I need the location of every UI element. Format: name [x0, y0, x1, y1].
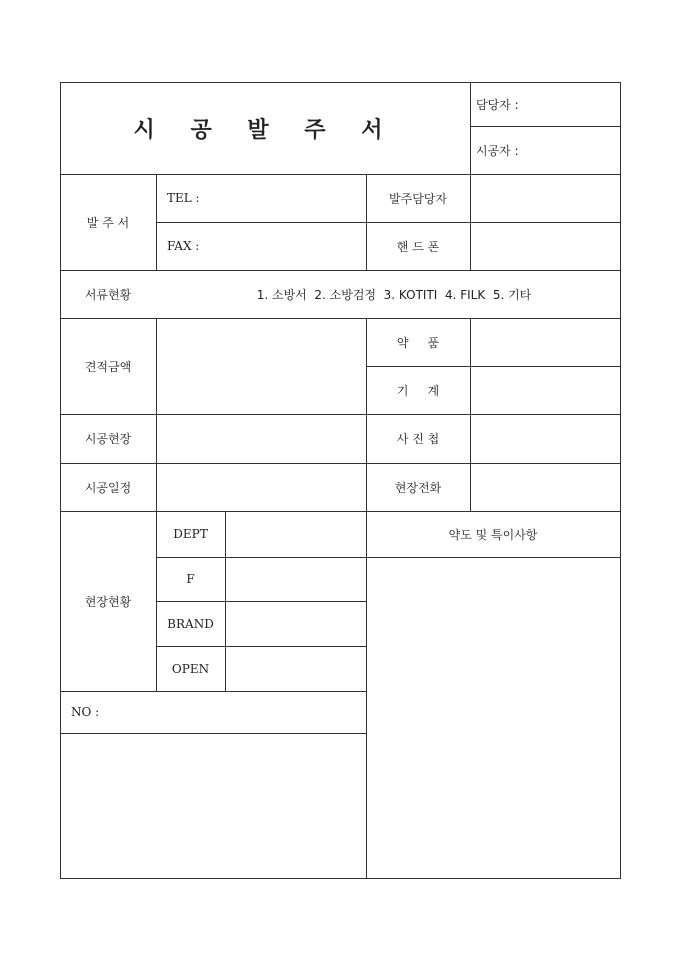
mobile-label: 핸 드 폰	[396, 239, 440, 254]
documents-label: 서류현황	[84, 287, 132, 302]
manager-label: 담당자 :	[476, 97, 519, 112]
machine-field[interactable]	[474, 370, 616, 410]
order-manager-label: 발주담당자	[389, 191, 447, 206]
photo-label: 사 진 첩	[396, 432, 440, 446]
brand-field[interactable]	[229, 605, 362, 642]
schedule-label: 시공일정	[84, 480, 132, 495]
documents-options: 1. 소방서 2. 소방검정 3. KOTITI 4. FILK 5. 기타	[256, 287, 532, 302]
dept-label: DEPT	[173, 527, 208, 541]
notes-area[interactable]	[370, 561, 616, 874]
free-area[interactable]	[64, 737, 362, 874]
schedule-field[interactable]	[160, 467, 362, 507]
site-status-label: 현장현황	[84, 594, 132, 609]
site-label: 시공현장	[84, 432, 132, 446]
orderer-label: 발 주 서	[86, 215, 130, 230]
rule	[60, 878, 621, 879]
tel-label: TEL :	[167, 191, 200, 205]
site-phone-label: 현장전화	[394, 480, 442, 495]
page-title: 시 공 발 주 서	[133, 116, 397, 143]
fax-label: FAX :	[167, 239, 200, 253]
rule	[470, 82, 471, 271]
open-label: OPEN	[171, 661, 210, 676]
constructor-field[interactable]	[530, 130, 616, 170]
estimate-label: 견적금액	[84, 359, 132, 374]
photo-field[interactable]	[474, 418, 616, 459]
order-manager-field[interactable]	[474, 178, 616, 218]
open-field[interactable]	[229, 650, 362, 687]
tel-field[interactable]	[210, 178, 362, 218]
mobile-field[interactable]	[474, 226, 616, 266]
notes-label: 약도 및 특이사항	[448, 527, 538, 542]
rule	[60, 733, 366, 734]
site-phone-field[interactable]	[474, 467, 616, 507]
dept-field[interactable]	[229, 515, 362, 553]
no-field[interactable]	[110, 695, 362, 729]
site-field[interactable]	[160, 418, 362, 459]
brand-label: BRAND	[167, 616, 214, 631]
manager-field[interactable]	[530, 86, 616, 122]
rule	[225, 511, 226, 692]
chemical-label: 약 품	[396, 335, 440, 350]
estimate-field[interactable]	[160, 322, 362, 410]
machine-label: 기 계	[396, 383, 440, 398]
constructor-label: 시공자 :	[476, 143, 519, 158]
rule	[156, 174, 157, 271]
chemical-field[interactable]	[474, 322, 616, 362]
rule	[470, 318, 471, 512]
rule	[620, 82, 621, 879]
floor-field[interactable]	[229, 561, 362, 597]
fax-field[interactable]	[210, 226, 362, 266]
floor-label: F	[186, 572, 195, 586]
no-label: NO :	[71, 705, 100, 719]
